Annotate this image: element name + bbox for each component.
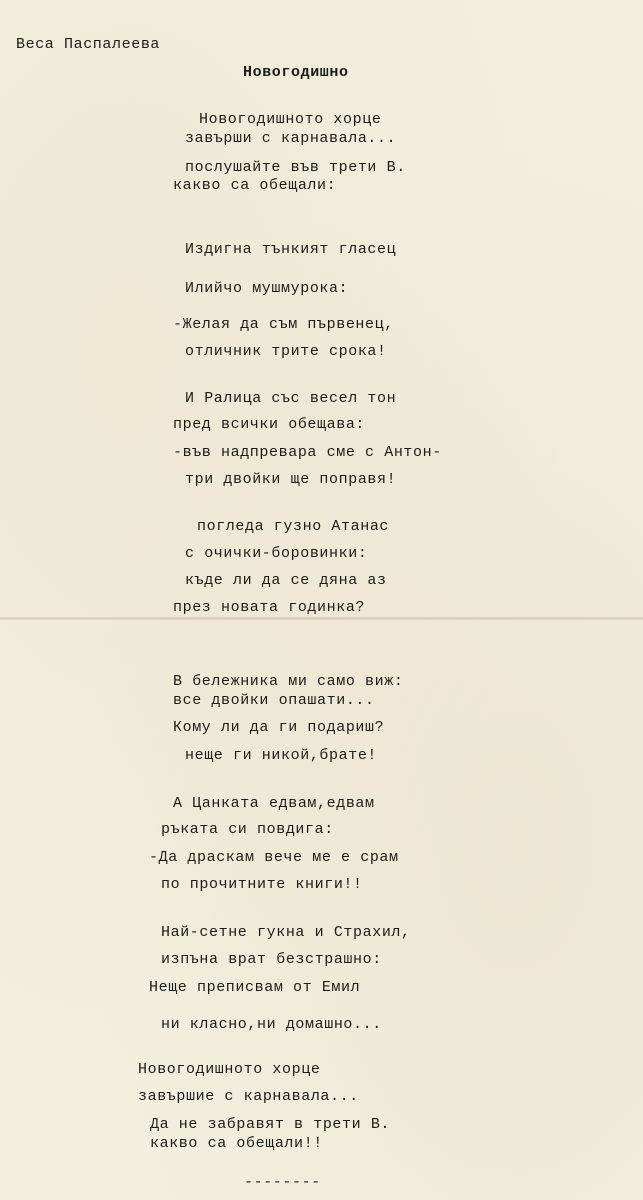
poem-line: изпъна врат безстрашно:: [161, 951, 382, 968]
poem-line: през новата годинка?: [173, 599, 366, 616]
poem-line: неще ги никой,брате!: [185, 747, 378, 764]
poem-line: Най-сетне гукна и Страхил,: [161, 924, 411, 941]
poem-line: какво са обещали!!: [150, 1135, 323, 1152]
author-name: Веса Паспалеева: [16, 36, 161, 53]
poem-line: -във надпревара сме с Антон-: [173, 444, 442, 461]
poem-line: -Да драскам вече ме е срам: [149, 849, 399, 866]
poem-line: завършие с карнавала...: [138, 1088, 359, 1105]
poem-line: пред всички обещава:: [173, 416, 366, 433]
poem-line: А Цанката едвам,едвам: [173, 795, 375, 812]
poem-line: погледа гузно Атанас: [197, 518, 390, 535]
poem-line: завърши с карнавала...: [185, 130, 397, 147]
poem-line: Кому ли да ги подариш?: [173, 719, 385, 736]
poem-line: В бележника ми само виж:: [173, 673, 404, 690]
poem-line: -Желая да съм първенец,: [173, 316, 394, 333]
poem-line: ръката си повдига:: [161, 821, 334, 838]
poem-line: къде ли да се дяна аз: [185, 572, 387, 589]
paper-fold-crease: [0, 617, 643, 620]
poem-line: И Ралица със весел тон: [185, 390, 397, 407]
poem-line: Неще преписвам от Емил: [149, 979, 361, 996]
poem-line: какво са обещали:: [173, 177, 337, 194]
poem-line: три двойки ще поправя!: [185, 471, 397, 488]
poem-line: послушайте във трети В.: [185, 159, 406, 176]
poem-line: отличник трите срока!: [185, 343, 387, 360]
poem-line: Новогодишното хорце: [138, 1061, 321, 1078]
poem-line: с очички-боровинки:: [185, 545, 368, 562]
poem-line: все двойки опашати...: [173, 692, 375, 709]
poem-line: Илийчо мушмурока:: [185, 280, 349, 297]
poem-line: ни класно,ни домашно...: [161, 1016, 382, 1033]
poem-line: Да не забравят в трети В.: [150, 1116, 391, 1133]
poem-line: Издигна тънкият гласец: [185, 241, 397, 258]
poem-line: по прочитните книги!!: [161, 876, 363, 893]
poem-title: Новогодишно: [243, 64, 349, 81]
end-dashes: --------: [244, 1174, 321, 1191]
poem-line: Новогодишното хорце: [199, 111, 382, 128]
